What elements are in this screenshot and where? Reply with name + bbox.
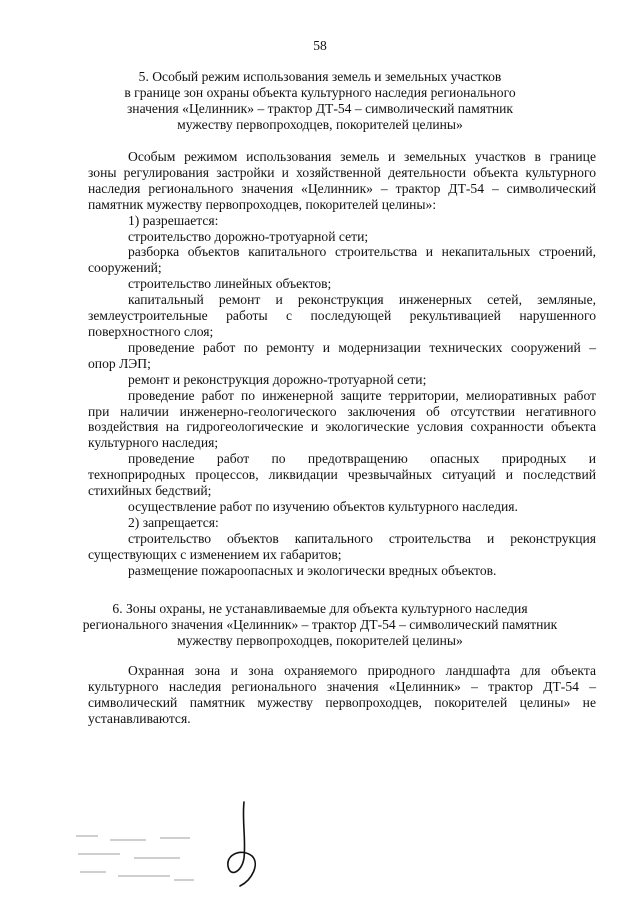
text-line: проведение работ по ремонту и модернизации технических сооружений – [128,339,596,355]
heading-line: значения «Целинник» – трактор ДТ-54 – символический памятник [126,100,514,116]
text-line: осуществление работ по изучению объектов культурного наследия. [128,498,518,514]
text-line: культурного наследия; [88,435,219,451]
section-5-heading [60,69,580,133]
text-line: устанавливаются. [88,710,191,726]
handwritten-signature [222,800,262,890]
text-line: 1) разрешается: [128,212,219,228]
text-line: проведение работ по инженерной защите территории, мелиоративных работ [128,387,596,403]
heading-line: мужеству первопроходцев, покорителей целины» [177,116,463,132]
text-line: землеустроительные работы с последующей рекультивацией нарушенного [88,308,596,324]
heading-line: регионального значения «Целинник» – трактор ДТ-54 – символический памятник [82,616,558,632]
faded-stamp-image [70,828,200,888]
section-6-heading [60,601,580,649]
text-line: строительство дорожно-тротуарной сети; [128,228,369,244]
text-line: зоны регулирования застройки и хозяйственной деятельности объекта культурного [88,164,596,180]
heading-line: в границе зон охраны объекта культурного наследия регионального [124,84,516,100]
text-line: техноприродных процессов, ликвидации чрезвычайных ситуаций и последствий [88,467,596,483]
text-line: памятник мужеству первопроходцев, покорителей целины»: [88,196,437,212]
text-line: опор ЛЭП; [88,355,151,371]
text-line: наследия регионального значения «Целинник» – трактор ДТ-54 – символический [88,180,596,196]
heading-line: 6. Зоны охраны, не устанавливаемые для объекта культурного наследия [112,601,528,616]
text-line: поверхностного слоя; [88,323,214,339]
text-line: проведение работ по предотвращению опасных природных и [128,451,596,467]
text-line: строительство линейных объектов; [128,276,332,292]
text-line: стихийных бедствий; [88,483,212,499]
text-line: капитальный ремонт и реконструкция инженерных сетей, земляные, [128,292,596,308]
section-6-body [88,663,596,727]
text-line: Особым режимом использования земель и земельных участков в границе [128,149,596,164]
text-line: строительство объектов капитального строительства и реконструкция [128,530,596,546]
text-line: символический памятник мужеству первопроходцев, покорителей целины» не [88,694,596,710]
text-line: сооружений; [88,260,162,276]
section-5-body [88,149,596,578]
text-line: ремонт и реконструкция дорожно-тротуарной сети; [128,371,427,387]
page-number: 58 [313,38,327,53]
text-line: Охранная зона и зона охраняемого природного ландшафта для объекта [128,663,596,678]
text-line: культурного наследия регионального значения «Целинник» – трактор ДТ-54 – [88,678,596,694]
text-line: при наличии инженерно-геологического заключения об отсутствии негативного [88,403,596,419]
heading-line: 5. Особый режим использования земель и земельных участков [138,69,502,84]
text-line: существующих с изменением их габаритов; [88,546,342,562]
text-line: разборка объектов капитального строительства и некапитальных строений, [128,244,596,260]
text-line: воздействия на гидрогеологические и экологические условия сохранности объекта [88,419,596,435]
heading-line: мужеству первопроходцев, покорителей целины» [177,632,463,648]
text-line: размещение пожароопасных и экологически вредных объектов. [128,562,497,578]
text-line: 2) запрещается: [128,514,219,530]
